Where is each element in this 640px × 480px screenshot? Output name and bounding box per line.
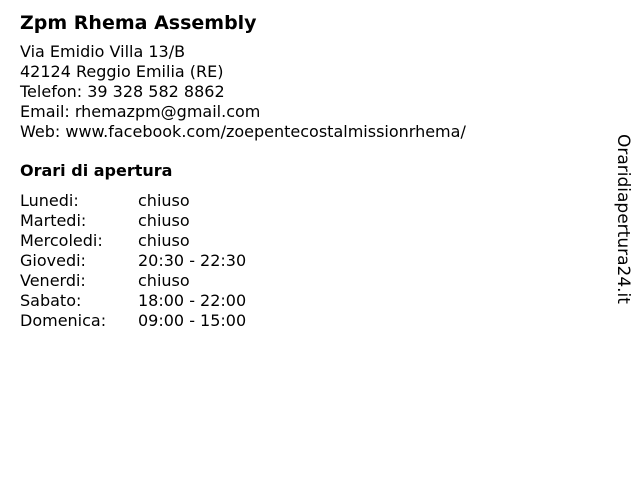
hours-time: chiuso — [138, 211, 190, 230]
hours-day: Giovedi: — [20, 251, 86, 270]
hours-row-domenica — [20, 311, 600, 331]
hours-day: Venerdi: — [20, 271, 86, 290]
web-line: Web: www.facebook.com/zoepentecostalmissionrhema/ — [20, 122, 466, 141]
hours-day: Martedi: — [20, 211, 87, 230]
hours-time: 20:30 - 22:30 — [138, 251, 247, 270]
hours-row-martedi — [20, 211, 600, 231]
site-watermark: Oraridiapertura24.it — [613, 134, 633, 304]
hours-row-mercoledi — [20, 231, 600, 251]
hours-row-lunedi — [20, 191, 600, 211]
hours-day: Mercoledi: — [20, 231, 103, 250]
hours-row-venerdi — [20, 271, 600, 291]
hours-time: chiuso — [138, 191, 190, 210]
address-city: 42124 Reggio Emilia (RE) — [20, 62, 224, 81]
hours-row-giovedi — [20, 251, 600, 271]
hours-day: Sabato: — [20, 291, 82, 310]
hours-time: 09:00 - 15:00 — [138, 311, 247, 330]
business-card — [20, 10, 600, 331]
hours-day: Domenica: — [20, 311, 107, 330]
opening-hours-heading: Orari di apertura — [20, 161, 173, 180]
hours-time: chiuso — [138, 231, 190, 250]
phone-line: Telefon: 39 328 582 8862 — [20, 82, 225, 101]
email-line: Email: rhemazpm@gmail.com — [20, 102, 261, 121]
hours-day: Lunedi: — [20, 191, 79, 210]
hours-row-sabato — [20, 291, 600, 311]
business-name: Zpm Rhema Assembly — [20, 12, 257, 34]
hours-time: chiuso — [138, 271, 190, 290]
opening-hours-table — [20, 191, 600, 331]
hours-time: 18:00 - 22:00 — [138, 291, 247, 310]
contact-block — [20, 42, 600, 142]
address-street: Via Emidio Villa 13/B — [20, 42, 186, 61]
